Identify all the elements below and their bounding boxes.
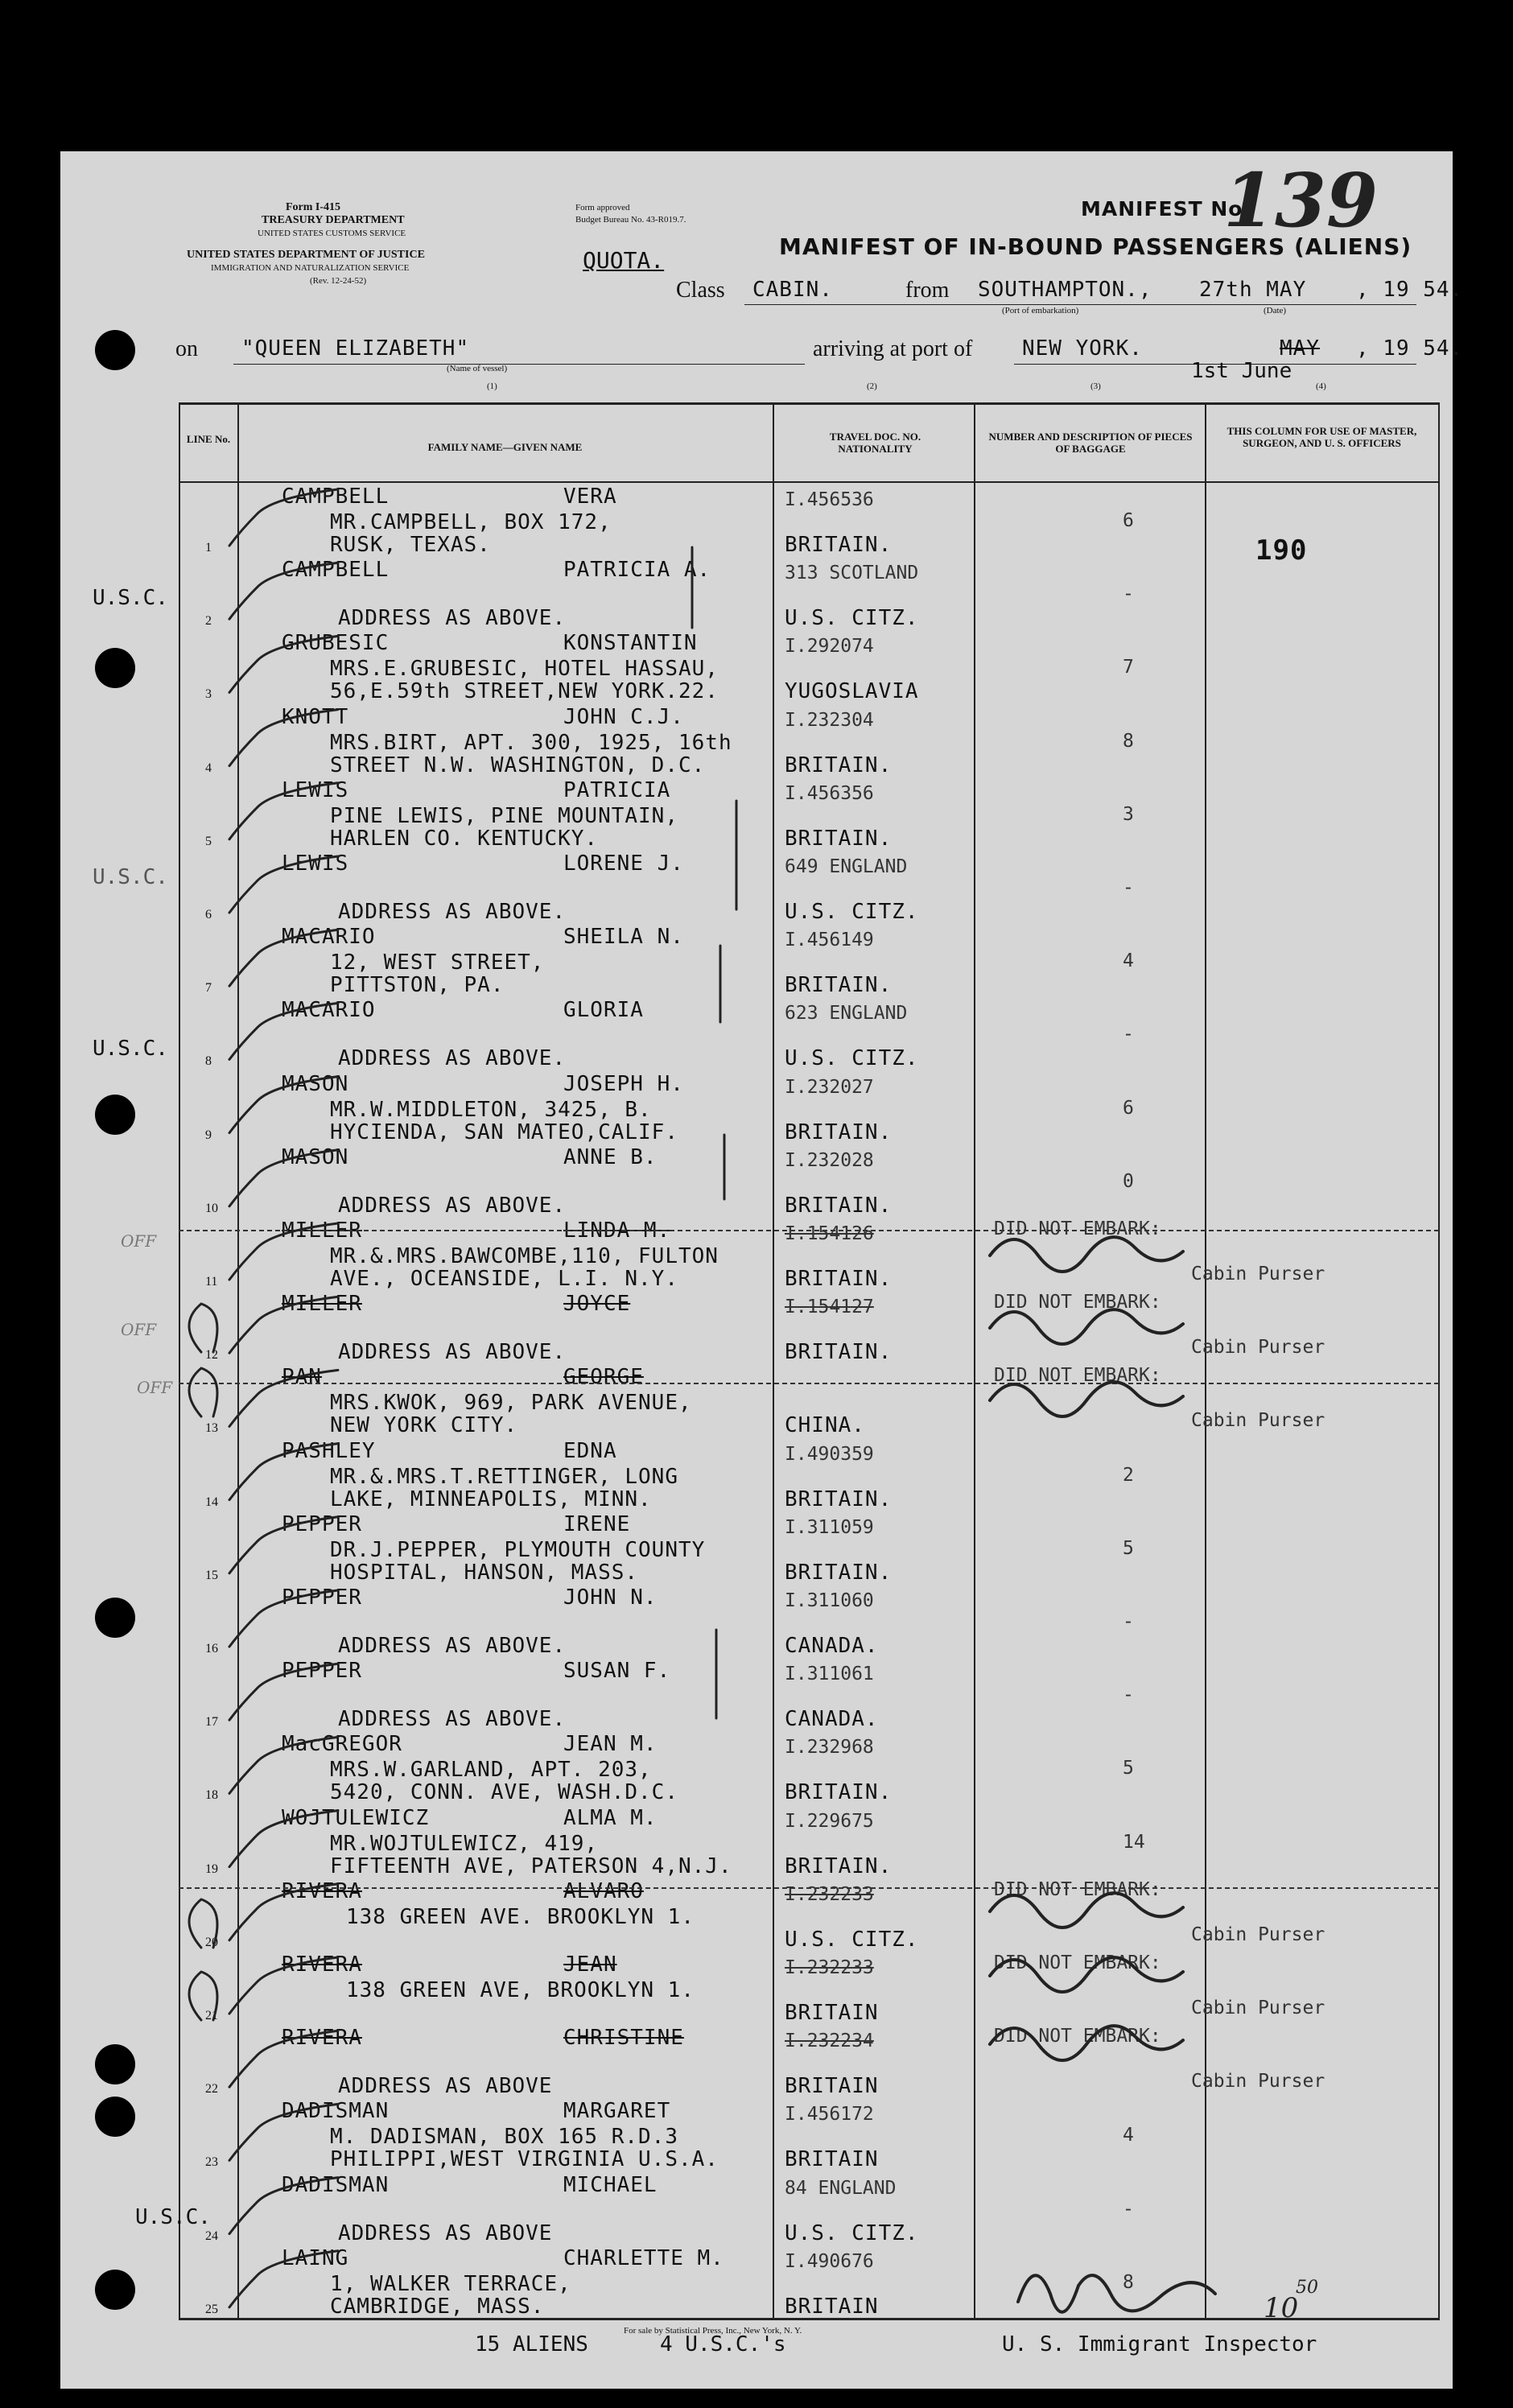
baggage-count: 0 — [1123, 1170, 1134, 1192]
year-1: , 19 54. — [1356, 278, 1464, 302]
line-number: 12 — [205, 1348, 218, 1363]
col-label-2: (2) — [867, 381, 877, 391]
nationality: CHINA. — [785, 1413, 865, 1438]
baggage-count: - — [1123, 877, 1134, 898]
baggage-count: 4 — [1123, 950, 1134, 972]
address-line: MRS.KWOK, 969, PARK AVENUE, — [330, 1391, 692, 1416]
baggage-count: 6 — [1123, 510, 1134, 531]
line-number: 19 — [205, 1862, 218, 1876]
line-number: 9 — [205, 1128, 212, 1142]
family-name: WOJTULEWICZ — [282, 1805, 430, 1830]
nationality: BRITAIN. — [785, 1193, 893, 1218]
address-line: AVE., OCEANSIDE, L.I. N.Y. — [330, 1267, 678, 1291]
form-department: TREASURY DEPARTMENT — [262, 214, 405, 226]
officer-note: 190 — [1255, 534, 1308, 567]
line-number: 21 — [205, 2009, 218, 2022]
line-number: 24 — [205, 2229, 218, 2243]
manifest-title: MANIFEST OF IN-BOUND PASSENGERS (ALIENS) — [779, 233, 1412, 260]
arrival-date: 1st June — [1191, 359, 1292, 383]
nationality: BRITAIN. — [785, 1853, 893, 1878]
family-name: MACARIO — [282, 925, 376, 950]
binder-hole — [95, 2097, 135, 2137]
line-number: 5 — [205, 834, 212, 848]
nationality: BRITAIN — [785, 2074, 879, 2099]
line-number: 20 — [205, 1935, 218, 1949]
header-baggage: NUMBER AND DESCRIPTION OF PIECES OF BAGGAGE — [988, 431, 1193, 455]
travel-doc-no: I.232234 — [785, 2031, 874, 2052]
line-number: 17 — [205, 1715, 218, 1730]
line-number: 25 — [205, 2302, 218, 2316]
given-name: MICHAEL — [563, 2172, 658, 2197]
travel-doc-no: 313 SCOTLAND — [785, 563, 919, 584]
given-name: GEORGE — [563, 1365, 644, 1390]
given-name: ALMA M. — [563, 1805, 658, 1830]
given-name: PATRICIA A. — [563, 558, 711, 583]
baggage-count: - — [1123, 2198, 1134, 2220]
line-number: 7 — [205, 981, 212, 996]
address-line: M. DADISMAN, BOX 165 R.D.3 — [330, 2125, 678, 2150]
margin-usc: U.S.C. — [93, 1037, 168, 1061]
header-officers: THIS COLUMN FOR USE OF MASTER, SURGEON, AND U. S. OFFICERS — [1226, 425, 1417, 449]
nationality: YUGOSLAVIA — [785, 679, 919, 704]
did-not-embark-note: DID NOT EMBARK: — [994, 1878, 1161, 1900]
line-number: 23 — [205, 2155, 218, 2170]
line-number: 1 — [205, 541, 212, 555]
address-line: ADDRESS AS ABOVE. — [338, 1193, 567, 1218]
nationality: BRITAIN. — [785, 973, 893, 998]
travel-doc-no: I.292074 — [785, 636, 874, 658]
address-line: STREET N.W. WASHINGTON, D.C. — [330, 752, 706, 777]
class-label: Class — [676, 278, 725, 303]
family-name: MILLER — [282, 1218, 362, 1243]
did-not-embark-note: DID NOT EMBARK: — [994, 1218, 1161, 1239]
address-line: MR.CAMPBELL, BOX 172, — [330, 510, 612, 534]
arriving-label: arriving at port of — [813, 336, 973, 361]
line-number: 10 — [205, 1201, 218, 1215]
class-value: CABIN. — [752, 278, 833, 302]
did-not-embark-note: DID NOT EMBARK: — [994, 2026, 1161, 2047]
baggage-count: 5 — [1123, 1537, 1134, 1559]
given-name: IRENE — [563, 1511, 631, 1536]
margin-off: OFF — [121, 1231, 157, 1251]
cabin-purser-label: Cabin Purser — [1191, 2071, 1325, 2093]
address-line: ADDRESS AS ABOVE. — [338, 900, 567, 924]
cabin-purser-label: Cabin Purser — [1191, 1264, 1325, 1284]
line-number: 18 — [205, 1788, 218, 1803]
travel-doc-no: I.490359 — [785, 1443, 874, 1465]
family-name: CAMPBELL — [282, 558, 390, 583]
nationality: BRITAIN — [785, 2294, 879, 2319]
travel-doc-no: I.154127 — [785, 1297, 874, 1318]
line-number: 13 — [205, 1421, 218, 1436]
address-line: MRS.E.GRUBESIC, HOTEL HASSAU, — [330, 657, 719, 682]
address-line: MRS.BIRT, APT. 300, 1925, 16th — [330, 730, 732, 755]
header-travel-doc: TRAVEL DOC. NO. NATIONALITY — [829, 431, 921, 455]
travel-doc-no: I.311059 — [785, 1516, 874, 1538]
travel-doc-no: I.229675 — [785, 1810, 874, 1832]
did-not-embark-note: DID NOT EMBARK: — [994, 1292, 1161, 1313]
family-name: DADISMAN — [282, 2172, 390, 2197]
address-line: MR.&.MRS.T.RETTINGER, LONG — [330, 1464, 678, 1489]
nationality: BRITAIN. — [785, 1340, 893, 1365]
nationality: CANADA. — [785, 1707, 879, 1732]
binder-hole — [95, 330, 135, 370]
col-label-1: (1) — [487, 381, 497, 391]
quota-label: QUOTA. — [583, 247, 665, 274]
given-name: JOHN N. — [563, 1585, 658, 1610]
address-line: NEW YORK CITY. — [330, 1413, 518, 1438]
margin-usc: U.S.C. — [93, 865, 168, 889]
line-number: 11 — [205, 1275, 218, 1289]
nationality: BRITAIN. — [785, 1267, 893, 1291]
baggage-count: 2 — [1123, 1464, 1134, 1486]
address-line: PITTSTON, PA. — [330, 973, 505, 998]
line-number: 6 — [205, 908, 212, 922]
given-name: JEAN M. — [563, 1732, 658, 1757]
family-name: CAMPBELL — [282, 484, 390, 509]
travel-doc-no: I.232968 — [785, 1737, 874, 1759]
travel-doc-no: I.232233 — [785, 1883, 874, 1905]
given-name: SHEILA N. — [563, 925, 684, 950]
address-line: HOSPITAL, HANSON, MASS. — [330, 1560, 639, 1585]
footer-fee: 10 — [1264, 2292, 1299, 2324]
baggage-count: 8 — [1123, 2271, 1134, 2293]
header-name: FAMILY NAME—GIVEN NAME — [427, 441, 583, 453]
address-line: HARLEN CO. KENTUCKY. — [330, 826, 599, 851]
address-line: 1, WALKER TERRACE, — [330, 2271, 571, 2296]
travel-doc-no: I.232028 — [785, 1149, 874, 1171]
travel-doc-no: I.456149 — [785, 930, 874, 951]
baggage-count: 5 — [1123, 1758, 1134, 1779]
family-name: GRUBESIC — [282, 631, 390, 656]
travel-doc-no: I.232304 — [785, 709, 874, 731]
year-2: , 19 54. — [1356, 336, 1464, 361]
family-name: RIVERA — [282, 1878, 362, 1903]
vessel-caption: (Name of vessel) — [447, 364, 508, 373]
baggage-count: - — [1123, 1684, 1134, 1706]
address-line: ADDRESS AS ABOVE. — [338, 1634, 567, 1658]
footer-inspector: U. S. Immigrant Inspector — [1002, 2332, 1317, 2356]
address-line: MR.WOJTULEWICZ, 419, — [330, 1831, 599, 1856]
port-caption: (Port of embarkation) — [1002, 306, 1079, 315]
arrival-port: NEW YORK. — [1022, 336, 1143, 361]
family-name: MASON — [282, 1071, 349, 1096]
nationality: BRITAIN. — [785, 533, 893, 557]
family-name: PEPPER — [282, 1585, 362, 1610]
given-name: CHRISTINE — [563, 2026, 684, 2051]
binder-hole — [95, 2270, 135, 2310]
address-line: LAKE, MINNEAPOLIS, MINN. — [330, 1486, 652, 1511]
nationality: BRITAIN. — [785, 1780, 893, 1805]
family-name: KNOTT — [282, 704, 349, 729]
given-name: GLORIA — [563, 998, 644, 1023]
family-name: PASHLEY — [282, 1438, 376, 1463]
given-name: MARGARET — [563, 2099, 671, 2124]
family-name: MASON — [282, 1144, 349, 1169]
nationality: U.S. CITZ. — [785, 606, 919, 631]
given-name: KONSTANTIN — [563, 631, 698, 656]
baggage-count: 4 — [1123, 2125, 1134, 2146]
address-line: 138 GREEN AVE, BROOKLYN 1. — [346, 1978, 695, 2002]
given-name: ALVARO — [563, 1878, 644, 1903]
form-rev: (Rev. 12-24-52) — [310, 276, 367, 286]
baggage-count: 8 — [1123, 730, 1134, 752]
cabin-purser-label: Cabin Purser — [1191, 1410, 1325, 1432]
travel-doc-no: I.311060 — [785, 1590, 874, 1611]
given-name: PATRICIA — [563, 777, 671, 802]
budget-bureau: Budget Bureau No. 43-R019.7. — [575, 215, 686, 225]
travel-doc-no: I.232233 — [785, 1957, 874, 1978]
cabin-purser-label: Cabin Purser — [1191, 1337, 1325, 1359]
address-line: PHILIPPI,WEST VIRGINIA U.S.A. — [330, 2147, 719, 2172]
nationality: U.S. CITZ. — [785, 900, 919, 924]
address-line: HYCIENDA, SAN MATEO,CALIF. — [330, 1119, 678, 1144]
nationality: BRITAIN — [785, 2147, 879, 2172]
line-number: 16 — [205, 1642, 218, 1656]
family-name: LAING — [282, 2245, 349, 2270]
family-name: RIVERA — [282, 1952, 362, 1977]
travel-doc-no: I.456172 — [785, 2104, 874, 2126]
vessel-name: "QUEEN ELIZABETH" — [241, 336, 470, 361]
on-label: on — [175, 336, 198, 361]
margin-off: OFF — [137, 1378, 173, 1397]
travel-doc-no: I.154126 — [785, 1223, 874, 1244]
line-number: 14 — [205, 1495, 218, 1509]
given-name: LORENE J. — [563, 851, 684, 876]
given-name: CHARLETTE M. — [563, 2245, 724, 2270]
margin-usc: U.S.C. — [135, 2205, 211, 2229]
travel-doc-no: 84 ENGLAND — [785, 2177, 897, 2199]
family-name: PAN — [282, 1365, 322, 1390]
from-value: SOUTHAMPTON., — [978, 278, 1152, 302]
address-line: ADDRESS AS ABOVE — [338, 2220, 553, 2245]
baggage-count: - — [1123, 1024, 1134, 1045]
nationality: BRITAIN. — [785, 1486, 893, 1511]
line-number: 22 — [205, 2082, 218, 2097]
binder-hole — [95, 1598, 135, 1638]
family-name: PEPPER — [282, 1511, 362, 1536]
baggage-count: 3 — [1123, 803, 1134, 825]
cabin-purser-label: Cabin Purser — [1191, 1998, 1325, 2018]
line-number: 3 — [205, 687, 212, 702]
nationality: U.S. CITZ. — [785, 2220, 919, 2245]
did-not-embark-note: DID NOT EMBARK: — [994, 1365, 1161, 1387]
travel-doc-no: I.311061 — [785, 1664, 874, 1685]
arrival-month-struck: MAY — [1280, 336, 1320, 361]
given-name: JOYCE — [563, 1292, 631, 1317]
given-name: EDNA — [563, 1438, 617, 1463]
line-number: 2 — [205, 614, 212, 629]
footer-fee-sup: 50 — [1296, 2278, 1318, 2298]
line-number: 8 — [205, 1054, 212, 1069]
nationality: U.S. CITZ. — [785, 1927, 919, 1952]
footer-usc-count: 4 U.S.C.'s — [660, 2332, 786, 2356]
form-ins: IMMIGRATION AND NATURALIZATION SERVICE — [211, 263, 410, 273]
travel-doc-no: I.456536 — [785, 489, 874, 510]
address-line: CAMBRIDGE, MASS. — [330, 2294, 545, 2319]
family-name: PEPPER — [282, 1659, 362, 1684]
baggage-count: 6 — [1123, 1097, 1134, 1119]
family-name: MACARIO — [282, 998, 376, 1023]
line-number: 15 — [205, 1568, 218, 1582]
binder-hole — [95, 2044, 135, 2084]
travel-doc-no: 623 ENGLAND — [785, 1003, 908, 1025]
given-name: SUSAN F. — [563, 1659, 671, 1684]
footer-printer: For sale by Statistical Press, Inc., New York, N. Y. — [624, 2326, 802, 2336]
line-number: 4 — [205, 761, 212, 775]
nationality: BRITAIN — [785, 2001, 879, 2025]
address-line: MR.W.MIDDLETON, 3425, B. — [330, 1097, 652, 1122]
footer-aliens-count: 15 ALIENS — [475, 2332, 588, 2356]
from-label: from — [905, 278, 950, 303]
cabin-purser-label: Cabin Purser — [1191, 1924, 1325, 1945]
nationality: BRITAIN. — [785, 752, 893, 777]
given-name: LINDA M. — [563, 1218, 671, 1243]
given-name: VERA — [563, 484, 617, 509]
nationality: BRITAIN. — [785, 1119, 893, 1144]
nationality: BRITAIN. — [785, 826, 893, 851]
address-line: PINE LEWIS, PINE MOUNTAIN, — [330, 803, 678, 828]
binder-hole — [95, 1095, 135, 1135]
address-line: 56,E.59th STREET,NEW YORK.22. — [330, 679, 719, 704]
manifest-number: 139 — [1223, 157, 1379, 244]
travel-doc-no: 649 ENGLAND — [785, 856, 908, 877]
form-approved: Form approved — [575, 203, 630, 212]
family-name: MILLER — [282, 1292, 362, 1317]
address-line: ADDRESS AS ABOVE — [338, 2074, 553, 2099]
manifest-no-label: MANIFEST No. — [1081, 197, 1251, 221]
family-name: LEWIS — [282, 777, 349, 802]
margin-off: OFF — [121, 1320, 157, 1339]
baggage-count: 14 — [1123, 1831, 1145, 1853]
nationality: CANADA. — [785, 1634, 879, 1658]
nationality: U.S. CITZ. — [785, 1046, 919, 1071]
from-date: 27th MAY — [1199, 278, 1307, 302]
col-label-3: (3) — [1090, 381, 1101, 391]
baggage-count: - — [1123, 583, 1134, 605]
travel-doc-no: I.232027 — [785, 1076, 874, 1098]
address-line: MRS.W.GARLAND, APT. 203, — [330, 1758, 652, 1783]
address-line: 5420, CONN. AVE, WASH.D.C. — [330, 1780, 678, 1805]
binder-hole — [95, 648, 135, 688]
baggage-count: 7 — [1123, 657, 1134, 678]
address-line: MR.&.MRS.BAWCOMBE,110, FULTON — [330, 1244, 719, 1268]
form-number: Form I-415 — [286, 201, 341, 213]
address-line: RUSK, TEXAS. — [330, 533, 491, 557]
given-name: JOHN C.J. — [563, 704, 684, 729]
address-line: ADDRESS AS ABOVE. — [338, 1046, 567, 1071]
address-line: FIFTEENTH AVE, PATERSON 4,N.J. — [330, 1853, 732, 1878]
address-line: 12, WEST STREET, — [330, 950, 545, 975]
address-line: ADDRESS AS ABOVE. — [338, 1340, 567, 1365]
address-line: DR.J.PEPPER, PLYMOUTH COUNTY — [330, 1537, 706, 1562]
form-customs: UNITED STATES CUSTOMS SERVICE — [258, 229, 406, 238]
travel-doc-no: I.490676 — [785, 2250, 874, 2272]
family-name: RIVERA — [282, 2026, 362, 2051]
address-line: ADDRESS AS ABOVE. — [338, 606, 567, 631]
family-name: LEWIS — [282, 851, 349, 876]
date-caption: (Date) — [1264, 306, 1287, 315]
given-name: ANNE B. — [563, 1144, 658, 1169]
travel-doc-no: I.456356 — [785, 782, 874, 804]
col-label-4: (4) — [1316, 381, 1326, 391]
form-justice: UNITED STATES DEPARTMENT OF JUSTICE — [187, 249, 425, 261]
family-name: DADISMAN — [282, 2099, 390, 2124]
given-name: JOSEPH H. — [563, 1071, 684, 1096]
family-name: MacGREGOR — [282, 1732, 402, 1757]
given-name: JEAN — [563, 1952, 617, 1977]
address-line: 138 GREEN AVE. BROOKLYN 1. — [346, 1904, 695, 1929]
margin-usc: U.S.C. — [93, 586, 168, 610]
nationality: BRITAIN. — [785, 1560, 893, 1585]
did-not-embark-note: DID NOT EMBARK: — [994, 1952, 1161, 1973]
baggage-count: - — [1123, 1611, 1134, 1632]
header-line-no: LINE No. — [186, 433, 231, 445]
address-line: ADDRESS AS ABOVE. — [338, 1707, 567, 1732]
